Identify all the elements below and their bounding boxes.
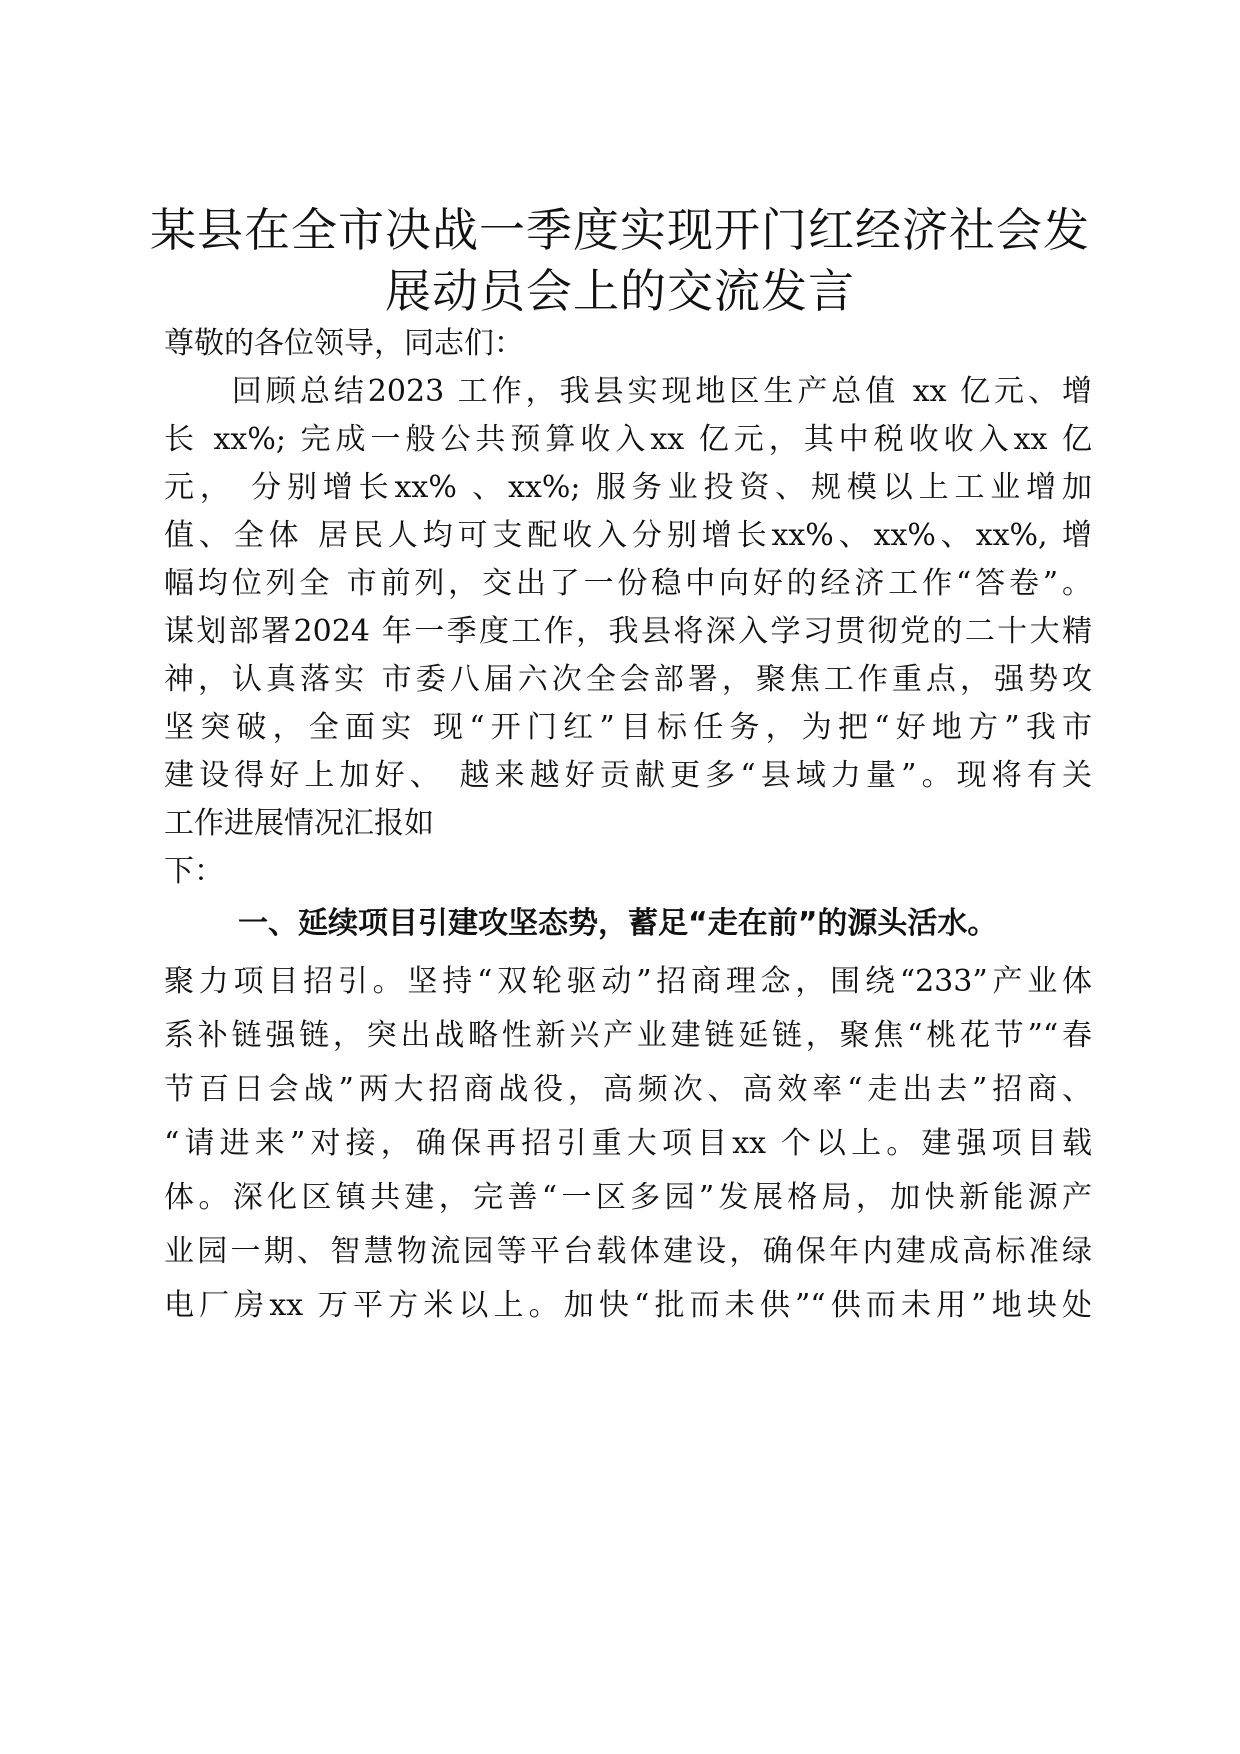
paragraph-line: 长 xx%; 完成一般公共预算收入xx 亿元，其中税收收入xx 亿 — [164, 422, 1092, 457]
section-line: 节百日会战”两大招商战役，高频次、高效率“走出去”招商、 — [164, 1072, 1092, 1107]
paragraph-line: 幅均位列全 市前列，交出了一份稳中向好的经济工作“答卷”。 — [164, 566, 1092, 601]
section-line: 体。深化区镇共建，完善“一区多园”发展格局，加快新能源产 — [164, 1180, 1092, 1215]
paragraph-line: 建设得好上加好、 越来越好贡献更多“县域力量”。现将有关 — [164, 758, 1092, 793]
section-line: 业园一期、智慧物流园等平台载体建设，确保年内建成高标准绿 — [164, 1234, 1092, 1269]
paragraph-line: 谋划部署2024 年一季度工作，我县将深入学习贯彻党的二十大精 — [164, 614, 1092, 649]
section-line: 聚力项目招引。坚持“双轮驱动”招商理念，围绕“233”产业体 — [164, 964, 1092, 999]
section-line: 系补链强链，突出战略性新兴产业建链延链，聚焦“桃花节”“春 — [164, 1018, 1092, 1053]
paragraph-line: 工作进展情况汇报如 — [164, 806, 434, 841]
salutation: 尊敬的各位领导，同志们： — [164, 326, 524, 361]
document-title-line-2: 展动员会上的交流发言 — [385, 264, 855, 318]
paragraph-line: 神，认真落实 市委八届六次全会部署，聚焦工作重点，强势攻 — [164, 662, 1092, 697]
paragraph-line: 回顾总结2023 工作，我县实现地区生产总值 xx 亿元、增 — [164, 374, 1092, 409]
document-title-line-1: 某县在全市决战一季度实现开门红经济社会发 — [150, 203, 1090, 257]
paragraph-line: 元， 分别增长xx% 、xx%; 服务业投资、规模以上工业增加 — [164, 470, 1092, 505]
paragraph-line: 值、全体 居民人均可支配收入分别增长xx%、xx%、xx%, 增 — [164, 518, 1092, 553]
section-line: 电厂房xx 万平方米以上。加快“批而未供”“供而未用”地块处 — [164, 1288, 1092, 1323]
section-heading: 一、延续项目引建攻坚态势，蓄足“走在前”的源头活水。 — [238, 906, 998, 941]
paragraph-line: 坚突破，全面实 现“开门红”目标任务，为把“好地方”我市 — [164, 710, 1092, 745]
paragraph-line: 下： — [164, 854, 224, 889]
section-line: “请进来”对接，确保再招引重大项目xx 个以上。建强项目载 — [164, 1126, 1092, 1161]
